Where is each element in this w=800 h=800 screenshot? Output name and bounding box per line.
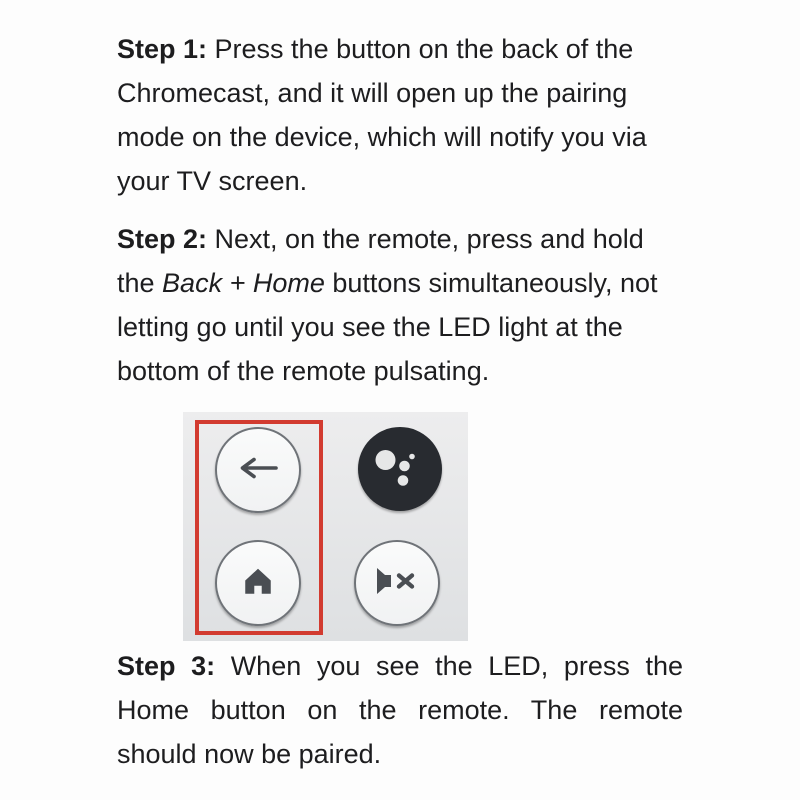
google-assistant-icon bbox=[358, 425, 442, 514]
home-button bbox=[215, 540, 301, 626]
remote-buttons-image bbox=[183, 412, 468, 641]
back-button bbox=[215, 427, 301, 513]
step-2-paragraph bbox=[117, 217, 683, 393]
volume-mute-icon bbox=[374, 565, 420, 602]
mute-button bbox=[354, 540, 440, 626]
text-line: bottom of the remote pulsating. bbox=[117, 356, 490, 386]
text-line: Chromecast, and it will open up the pairing bbox=[117, 78, 628, 108]
home-icon bbox=[241, 564, 275, 603]
assistant-button bbox=[358, 427, 442, 511]
text-line: Step 1: Press the button on the back of the bbox=[117, 34, 634, 64]
text-line: Step 2: Next, on the remote, press and hold bbox=[117, 224, 644, 254]
step-3-paragraph bbox=[117, 644, 683, 776]
text-line: the Back + Home buttons simultaneously, not bbox=[117, 268, 658, 298]
text-line: letting go until you see the LED light at the bbox=[117, 312, 623, 342]
arrow-left-icon bbox=[236, 456, 280, 485]
step-1-paragraph bbox=[117, 27, 683, 203]
text-line: Home button on the remote. The remote bbox=[117, 695, 683, 725]
text-line: should now be paired. bbox=[117, 739, 382, 769]
text-line: your TV screen. bbox=[117, 166, 308, 196]
text-line: mode on the device, which will notify you via bbox=[117, 122, 647, 152]
text-line: Step 3: When you see the LED, press the bbox=[117, 651, 683, 681]
